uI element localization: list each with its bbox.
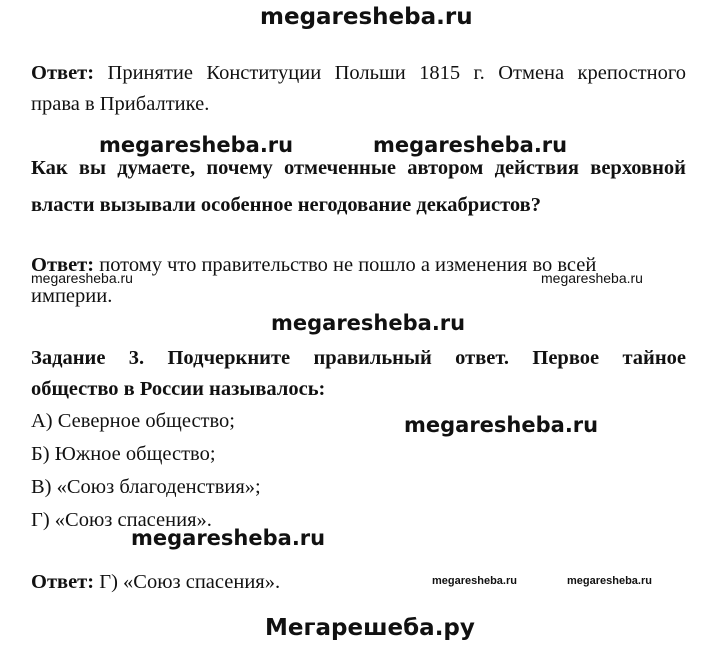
answer-3 bbox=[31, 567, 280, 598]
watermark-mid-left: megaresheba.ru bbox=[99, 133, 294, 157]
header-watermark: megaresheba.ru bbox=[260, 4, 473, 30]
answer-2-line-2: империи. bbox=[31, 285, 113, 307]
option-d: Г) «Союз спасения». bbox=[31, 509, 212, 531]
watermark-tiny-left: megaresheba.ru bbox=[432, 575, 517, 587]
answer-1-line-1: Принятие Конституции Польши 1815 г. Отмена крепостного bbox=[107, 62, 687, 84]
option-b: Б) Южное общество; bbox=[31, 443, 216, 465]
answer-3-label: Ответ: bbox=[31, 571, 95, 593]
answer-1-label: Ответ: bbox=[31, 62, 95, 84]
task-3-line-1: Задание 3. Подчеркните правильный ответ. Первое тайное bbox=[31, 347, 686, 369]
footer-watermark: Мегарешеба.ру bbox=[265, 615, 475, 641]
option-c: В) «Союз благоденствия»; bbox=[31, 476, 261, 498]
watermark-options-right: megaresheba.ru bbox=[404, 413, 599, 437]
watermark-mid-right: megaresheba.ru bbox=[373, 133, 568, 157]
answer-1 bbox=[31, 58, 686, 120]
watermark-small-right: megaresheba.ru bbox=[541, 270, 643, 286]
question bbox=[31, 150, 686, 224]
watermark-after-options: megaresheba.ru bbox=[131, 526, 326, 550]
option-a: А) Северное общество; bbox=[31, 410, 235, 432]
answer-1-line-2: права в Прибалтике. bbox=[31, 93, 210, 115]
answer-2-label: Ответ: bbox=[31, 254, 95, 276]
question-line-1: Как вы думаете, почему отмеченные автором действия верховной bbox=[31, 157, 686, 179]
task-3 bbox=[31, 343, 686, 405]
answer-2-line-1: потому что правительство не пошло а изменения во всей bbox=[99, 254, 597, 276]
answer-3-text: Г) «Союз спасения». bbox=[99, 571, 281, 593]
watermark-center: megaresheba.ru bbox=[271, 311, 466, 335]
watermark-small-left: megaresheba.ru bbox=[31, 270, 133, 286]
task-3-line-2: общество в России называлось: bbox=[31, 378, 326, 400]
watermark-tiny-right: megaresheba.ru bbox=[567, 575, 652, 587]
question-line-2: власти вызывали особенное негодование декабристов? bbox=[31, 194, 541, 216]
